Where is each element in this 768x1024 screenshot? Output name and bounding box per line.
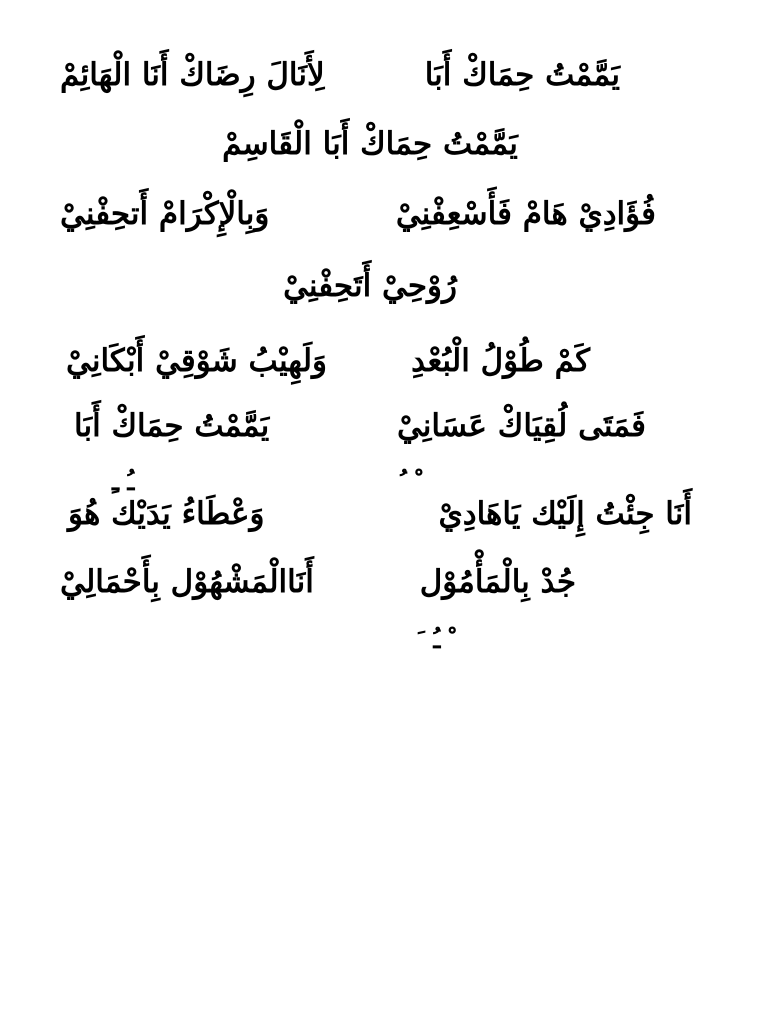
verse-line-2 xyxy=(60,122,680,166)
verse-5-first-hemistich: كَمْ طُوْلُ الْبُعْدِ xyxy=(411,343,590,379)
verse-6-second-hemistich: يَمَّمْتُ حِمَاكْ أَبَا xyxy=(74,408,270,444)
verse-3-second-hemistich: وَبِالْإِكْرَامْ أَتحِفْنِيْ xyxy=(60,196,270,232)
verse-7-second-hemistich: وَعْطَاءُ يَدَيْك هُوَ xyxy=(68,496,265,532)
cut-off-text-fragment: ﹾ ﹹ ﹶ xyxy=(418,625,456,654)
verse-6-first-hemistich: فَمَتَى لُقِيَاكْ عَسَانِيْ xyxy=(396,408,646,444)
verse-7-first-hemistich: أَنَا جِئْتُ إِلَيْك يَاهَادِيْ xyxy=(438,496,692,532)
verse-2-refrain: يَمَّمْتُ حِمَاكْ أَبَا الْقَاسِمْ xyxy=(222,126,518,162)
verse-3-first-hemistich: فُؤَادِيْ هَامْ فَأَسْعِفْنِيْ xyxy=(395,196,656,232)
cut-off-text-fragment: ﹾ ﹸ xyxy=(400,467,423,496)
verse-8-second-hemistich: أَنَاالْمَشْهُوْل بِأَحْمَالِيْ xyxy=(60,564,314,600)
verse-1-second-hemistich: لِأَنَالَ رِضَاكْ أَنَا الْهَائِمْ xyxy=(60,57,325,93)
verse-5-second-hemistich: وَلَهِيْبُ شَوْقِيْ أَبْكَانِيْ xyxy=(66,343,328,379)
verse-8-first-hemistich: جُدْ بِالْمَأْمُوْل xyxy=(419,564,576,600)
verse-1-first-hemistich: يَمَّمْتُ حِمَاكْ أَبَا xyxy=(424,57,620,93)
verse-line-4 xyxy=(60,264,680,308)
cut-off-text-fragment: ﹹ ﹻ xyxy=(112,467,135,496)
verse-4-refrain: رُوْحِيْ أَتَحِفْنِيْ xyxy=(283,268,457,304)
